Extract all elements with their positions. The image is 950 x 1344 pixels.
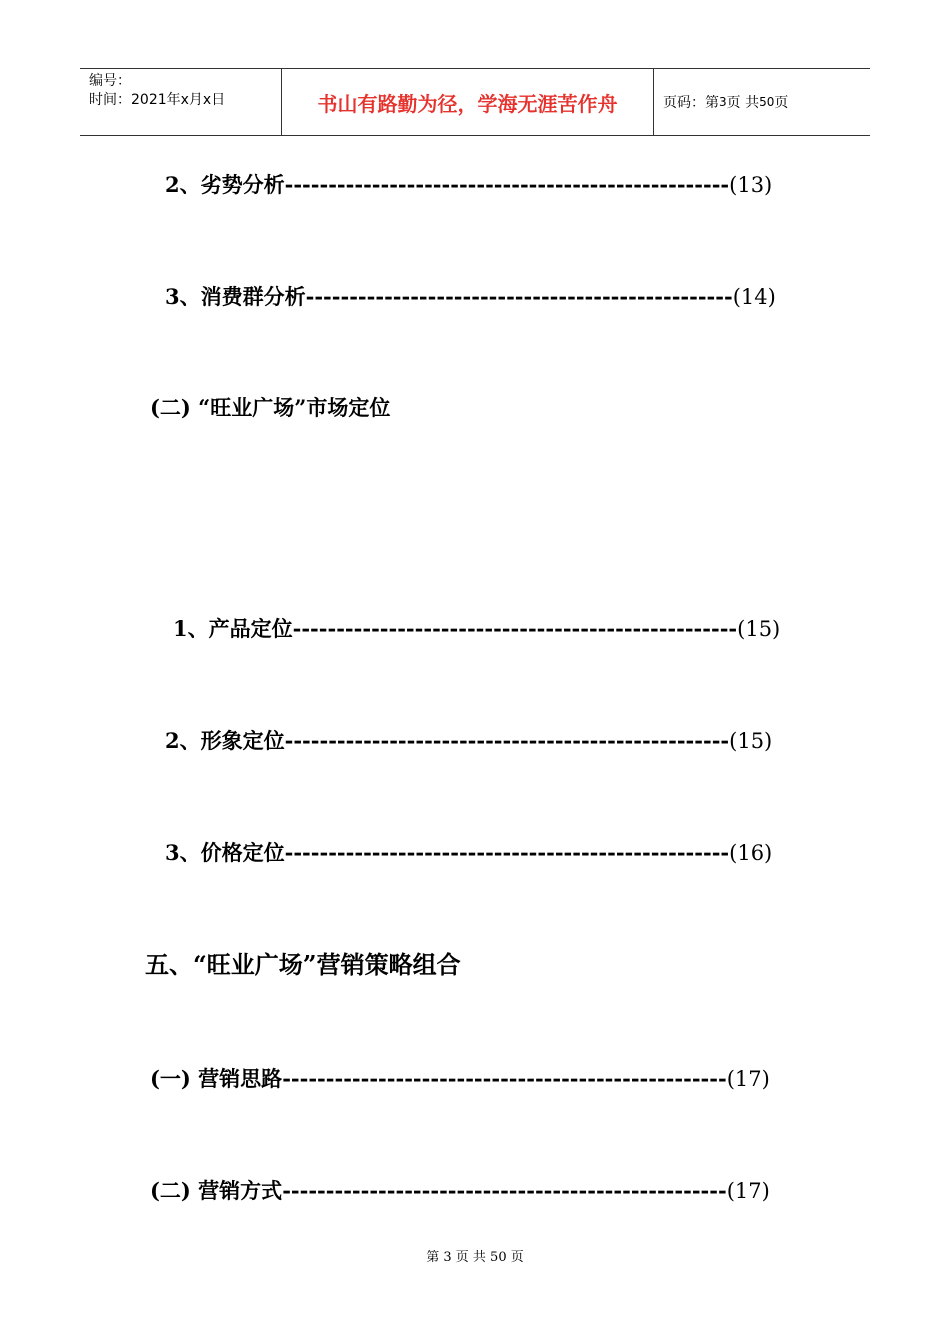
toc-entry-label: 1、产品定位: [173, 616, 293, 641]
header-time: 时间：2021年x月x日: [89, 92, 226, 108]
toc-entry-page: (13): [729, 173, 773, 197]
toc-entry-leader: ---------------------------------------------------: [282, 1066, 727, 1091]
toc-entry[interactable]: [165, 282, 776, 312]
toc-entry-label: 2、劣势分析: [165, 172, 285, 197]
toc-entry-leader: -------------------------------------------------: [305, 284, 733, 309]
toc-entry-label: 2、形象定位: [165, 728, 285, 753]
toc-entry-page: (17): [726, 1067, 770, 1091]
page-header: [80, 68, 870, 136]
toc-entry[interactable]: [165, 838, 772, 868]
header-motto: 书山有路勤为径，学海无涯苦作舟: [282, 69, 654, 135]
toc-entry-leader: ---------------------------------------------------: [284, 172, 730, 197]
header-meta: [80, 69, 282, 135]
toc-entry-leader: ---------------------------------------------------: [282, 1178, 727, 1203]
toc-entry-label: (一) 营销思路: [150, 1066, 283, 1091]
toc-entry-leader: ---------------------------------------------------: [284, 728, 730, 753]
toc-entry[interactable]: [150, 1064, 770, 1094]
toc-entry-label: (二) 营销方式: [150, 1178, 283, 1203]
toc-entry[interactable]: [173, 614, 780, 644]
page-total: 50: [759, 95, 775, 109]
header-number: 编号：: [89, 73, 131, 89]
toc-entry-label: 3、消费群分析: [165, 284, 306, 309]
toc-entry-leader: ---------------------------------------------------: [284, 840, 730, 865]
page-footer: 第 3 页 共 50 页: [426, 1250, 524, 1265]
toc-entry-page: (17): [726, 1179, 770, 1203]
toc-entry-page: (15): [737, 617, 781, 641]
toc-entry-page: (16): [729, 841, 773, 865]
page-middle: 页 共: [726, 95, 760, 111]
page-prefix: 页码：第: [663, 95, 719, 111]
toc-entry[interactable]: [150, 1176, 770, 1206]
page-current: 3: [719, 95, 727, 109]
toc-entry-label: 3、价格定位: [165, 840, 285, 865]
toc-entry[interactable]: [165, 726, 772, 756]
toc-entry[interactable]: [165, 170, 772, 200]
toc-section-heading[interactable]: 五、“旺业广场”营销策略组合: [145, 950, 461, 979]
header-page-info: [654, 69, 870, 135]
toc-subsection-heading[interactable]: (二) “旺业广场”市场定位: [150, 395, 391, 420]
toc-entry-page: (15): [729, 729, 773, 753]
toc-entry-leader: ---------------------------------------------------: [292, 616, 738, 641]
page-suffix: 页: [774, 95, 789, 111]
toc-entry-page: (14): [732, 285, 776, 309]
